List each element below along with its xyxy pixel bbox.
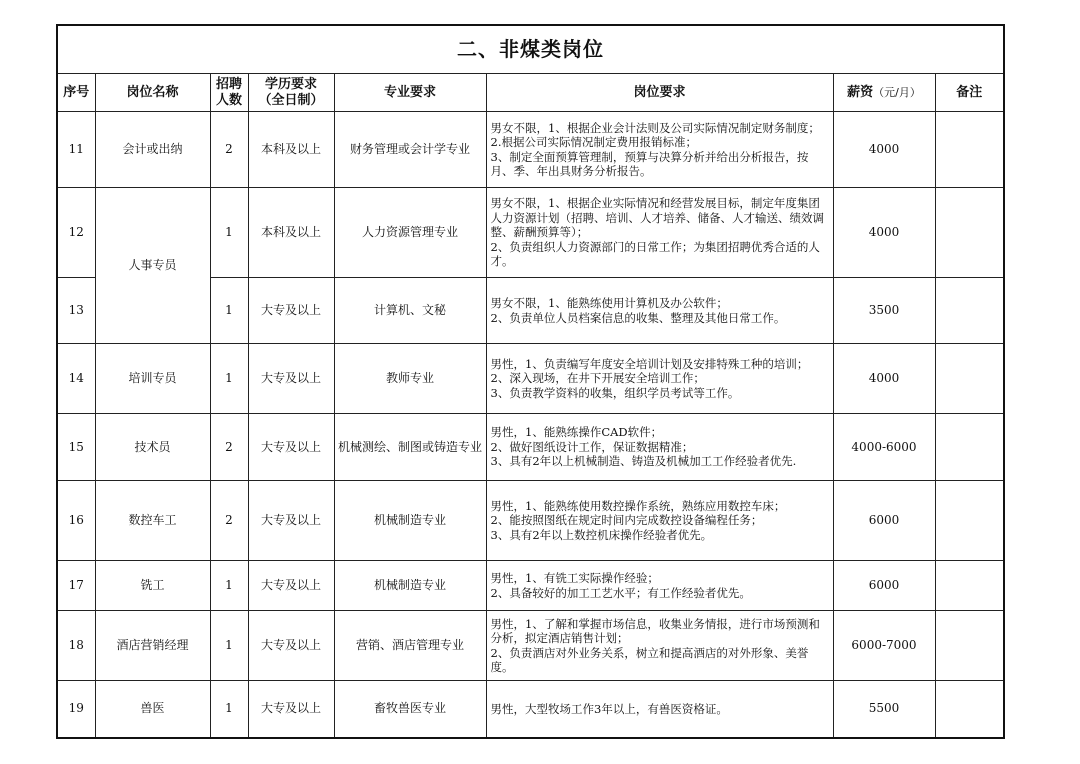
row-major: 营销、酒店管理专业 — [334, 611, 486, 681]
row-position: 培训专员 — [95, 344, 210, 414]
table-row — [57, 611, 1004, 681]
row-major: 教师专业 — [334, 344, 486, 414]
row-no: 14 — [57, 344, 95, 414]
row-position: 技术员 — [95, 414, 210, 481]
row-remark — [935, 414, 1004, 481]
row-no: 13 — [57, 278, 95, 344]
table-row — [57, 112, 1004, 188]
job-table-sheet — [56, 24, 1003, 739]
header-no: 序号 — [57, 74, 95, 112]
row-count: 2 — [210, 414, 248, 481]
row-salary: 6000 — [833, 561, 935, 611]
row-duty: 男性，大型牧场工作3年以上，有兽医资格证。 — [486, 681, 833, 738]
row-salary: 6000 — [833, 481, 935, 561]
row-remark — [935, 344, 1004, 414]
row-education: 大专及以上 — [248, 278, 334, 344]
row-major: 计算机、文秘 — [334, 278, 486, 344]
row-remark — [935, 561, 1004, 611]
row-no: 18 — [57, 611, 95, 681]
row-salary: 4000-6000 — [833, 414, 935, 481]
row-position: 人事专员 — [95, 188, 210, 344]
row-duty: 男性，1、负责编写年度安全培训计划及安排特殊工种的培训； 2、深入现场，在井下开展安全培训工作； 3、负责教学资料的收集，组织学员考试等工作。 — [486, 344, 833, 414]
row-salary: 4000 — [833, 188, 935, 278]
table-row — [57, 414, 1004, 481]
header-remark: 备注 — [935, 74, 1004, 112]
table-row — [57, 188, 1004, 278]
header-salary: 薪资（元/月） — [833, 74, 935, 112]
row-no: 17 — [57, 561, 95, 611]
table-row — [57, 561, 1004, 611]
header-position: 岗位名称 — [95, 74, 210, 112]
table-title: 二、非煤类岗位 — [57, 25, 1004, 74]
row-no: 11 — [57, 112, 95, 188]
row-education: 大专及以上 — [248, 481, 334, 561]
job-table — [56, 24, 1005, 739]
header-row — [57, 74, 1004, 112]
row-salary: 3500 — [833, 278, 935, 344]
row-no: 19 — [57, 681, 95, 738]
row-salary: 5500 — [833, 681, 935, 738]
table-row — [57, 681, 1004, 738]
row-duty: 男女不限，1、根据企业会计法则及公司实际情况制定财务制度； 2.根据公司实际情况制定费用报销标准； 3、制定全面预算管理制，预算与决算分析并给出分析报告，按月、季、年出具财务分析报告。 — [486, 112, 833, 188]
row-salary: 4000 — [833, 112, 935, 188]
row-count: 1 — [210, 344, 248, 414]
header-major: 专业要求 — [334, 74, 486, 112]
row-education: 本科及以上 — [248, 112, 334, 188]
header-education: 学历要求 （全日制） — [248, 74, 334, 112]
row-major: 财务管理或会计学专业 — [334, 112, 486, 188]
row-education: 大专及以上 — [248, 611, 334, 681]
row-education: 大专及以上 — [248, 561, 334, 611]
row-salary: 4000 — [833, 344, 935, 414]
row-count: 2 — [210, 481, 248, 561]
table-row — [57, 481, 1004, 561]
row-duty: 男性，1、能熟练使用数控操作系统，熟练应用数控车床； 2、能按照图纸在规定时间内完成数控设备编程任务； 3、具有2年以上数控机床操作经验者优先。 — [486, 481, 833, 561]
row-major: 人力资源管理专业 — [334, 188, 486, 278]
row-remark — [935, 278, 1004, 344]
table-row — [57, 344, 1004, 414]
header-duty: 岗位要求 — [486, 74, 833, 112]
row-duty: 男性，1、了解和掌握市场信息，收集业务情报，进行市场预测和分析，拟定酒店销售计划； 2、负责酒店对外业务关系，树立和提高酒店的对外形象、美誉度。 — [486, 611, 833, 681]
row-education: 大专及以上 — [248, 414, 334, 481]
row-count: 1 — [210, 681, 248, 738]
row-count: 1 — [210, 188, 248, 278]
row-remark — [935, 681, 1004, 738]
row-no: 15 — [57, 414, 95, 481]
row-count: 1 — [210, 611, 248, 681]
row-position: 数控车工 — [95, 481, 210, 561]
row-position: 兽医 — [95, 681, 210, 738]
row-position: 会计或出纳 — [95, 112, 210, 188]
row-count: 1 — [210, 561, 248, 611]
row-salary: 6000-7000 — [833, 611, 935, 681]
row-duty: 男性，1、有铣工实际操作经验； 2、具备较好的加工工艺水平；有工作经验者优先。 — [486, 561, 833, 611]
row-no: 16 — [57, 481, 95, 561]
row-remark — [935, 112, 1004, 188]
row-position: 酒店营销经理 — [95, 611, 210, 681]
row-major: 畜牧兽医专业 — [334, 681, 486, 738]
row-education: 本科及以上 — [248, 188, 334, 278]
row-position: 铣工 — [95, 561, 210, 611]
row-no: 12 — [57, 188, 95, 278]
row-count: 2 — [210, 112, 248, 188]
header-count: 招聘 人数 — [210, 74, 248, 112]
row-major: 机械制造专业 — [334, 561, 486, 611]
row-remark — [935, 611, 1004, 681]
row-education: 大专及以上 — [248, 344, 334, 414]
row-remark — [935, 188, 1004, 278]
row-education: 大专及以上 — [248, 681, 334, 738]
row-duty: 男女不限，1、根据企业实际情况和经营发展目标，制定年度集团人力资源计划（招聘、培训、人才培养、储备、人才输送、绩效调整、薪酬预算等）； 2、负责组织人力资源部门的日常工作；为集团招聘优秀合适的人才。 — [486, 188, 833, 278]
row-major: 机械测绘、制图或铸造专业 — [334, 414, 486, 481]
row-major: 机械制造专业 — [334, 481, 486, 561]
row-count: 1 — [210, 278, 248, 344]
row-duty: 男女不限，1、能熟练使用计算机及办公软件； 2、负责单位人员档案信息的收集、整理及其他日常工作。 — [486, 278, 833, 344]
row-duty: 男性，1、能熟练操作CAD软件； 2、做好图纸设计工作，保证数据精准； 3、具有2年以上机械制造、铸造及机械加工工作经验者优先. — [486, 414, 833, 481]
row-remark — [935, 481, 1004, 561]
